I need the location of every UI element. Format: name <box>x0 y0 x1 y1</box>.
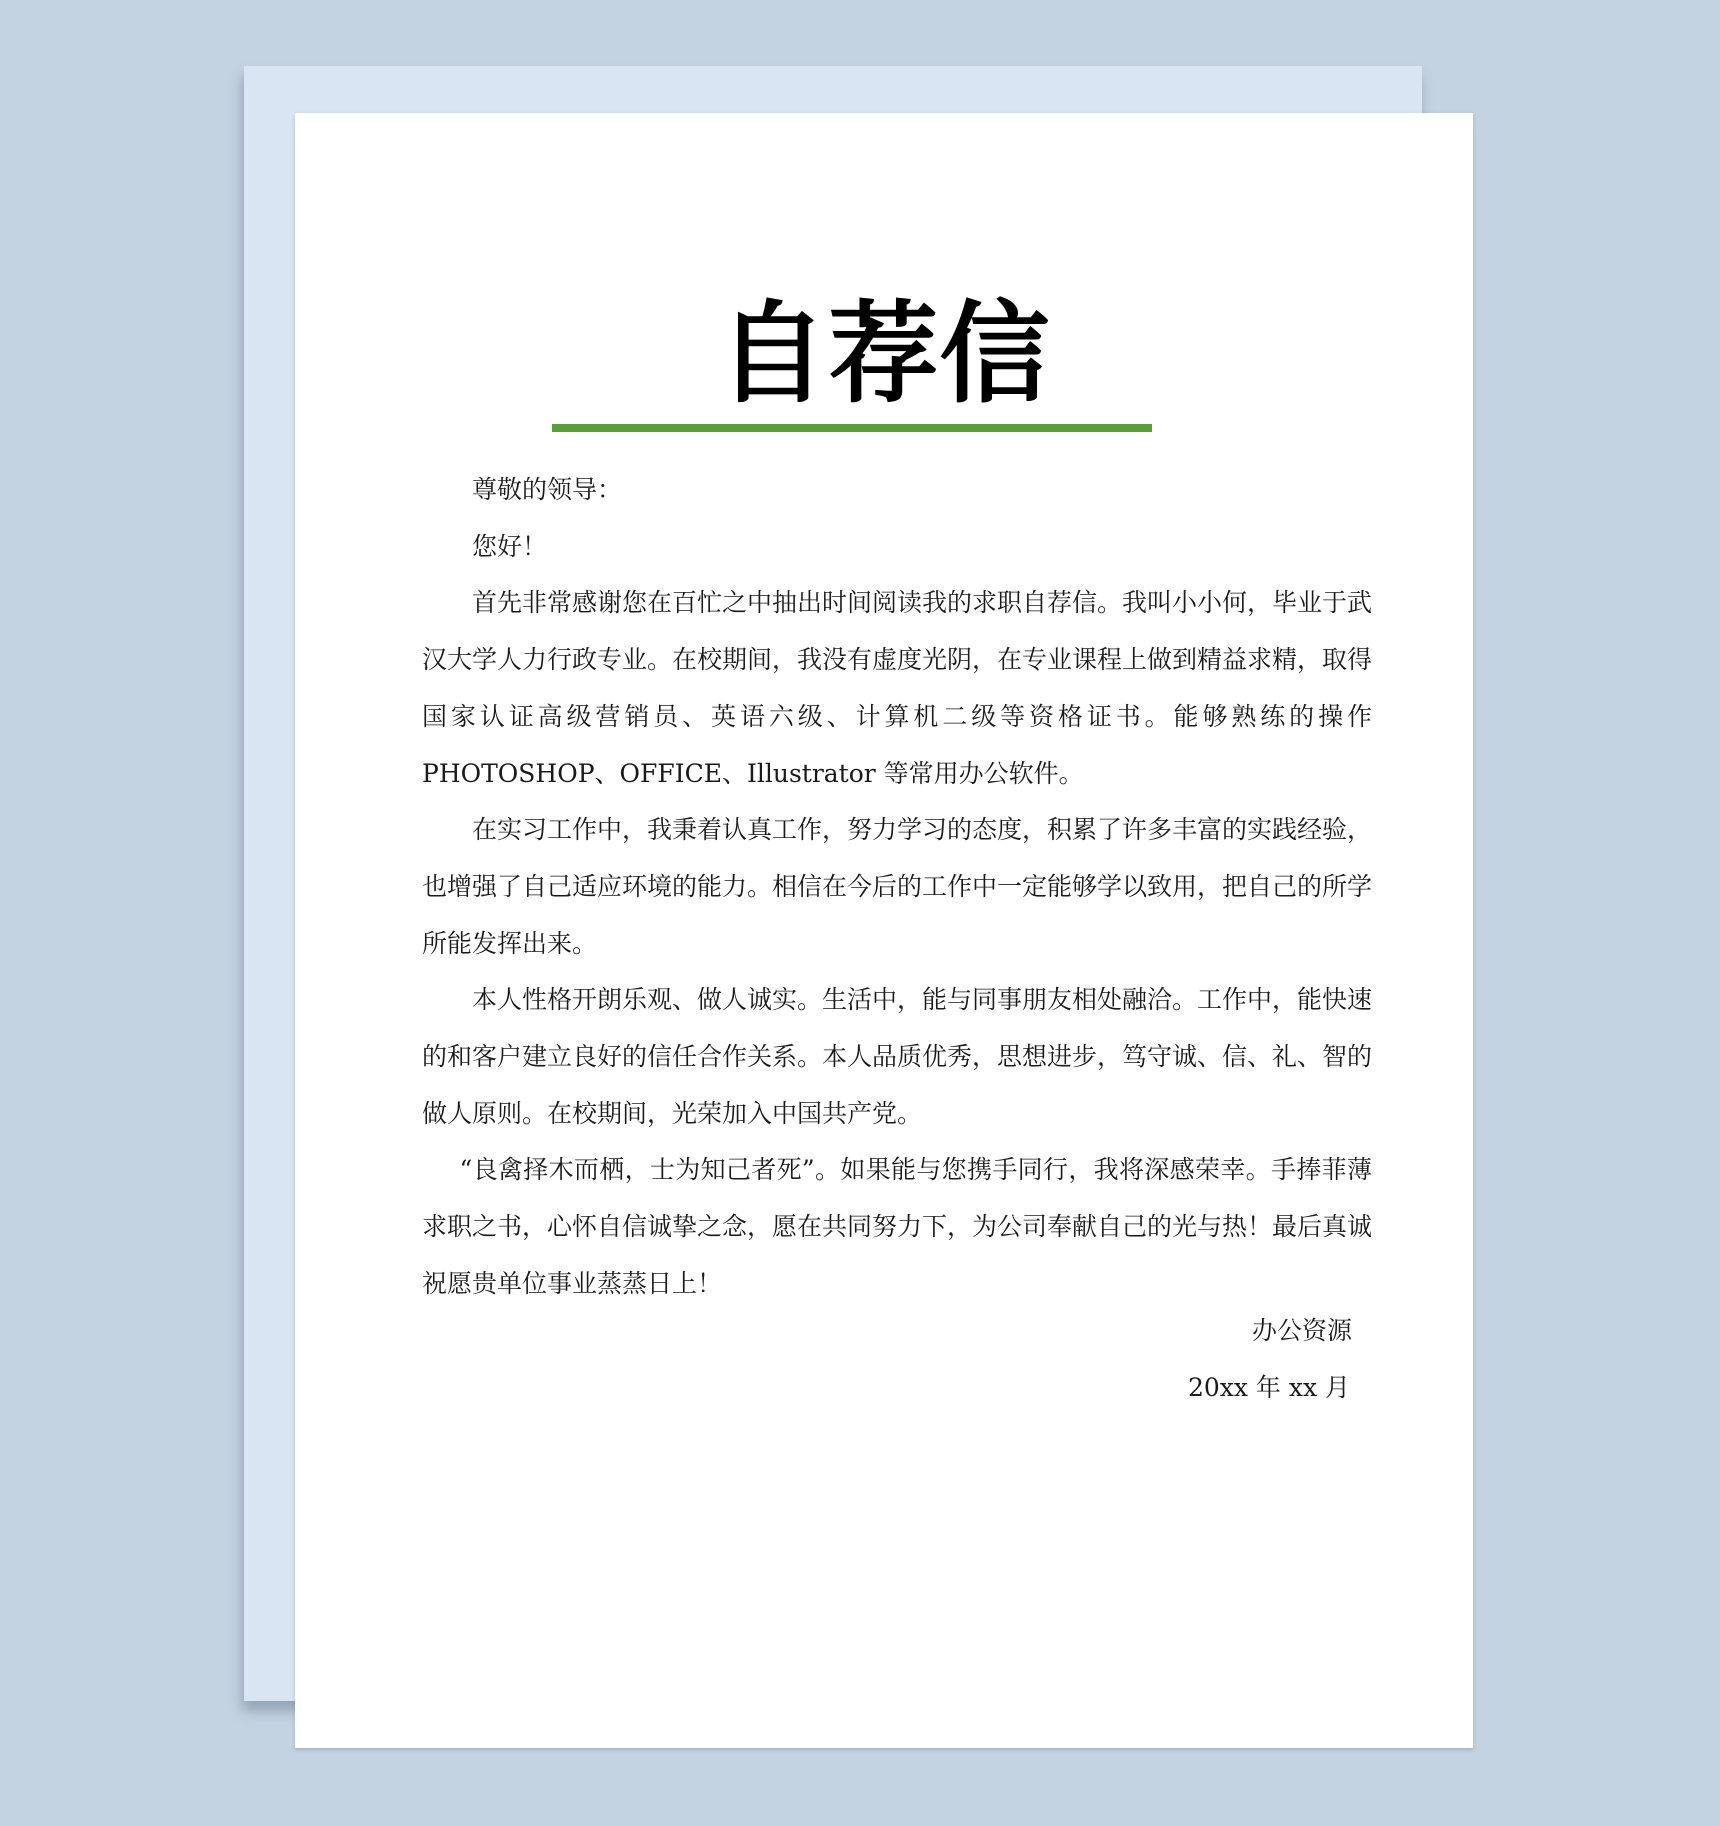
letter-body <box>422 462 1372 1313</box>
title-underline <box>552 424 1152 432</box>
greeting: 您好！ <box>472 531 548 561</box>
signature-name: 办公资源 <box>1251 1316 1352 1345</box>
salutation: 尊敬的领导： <box>472 475 623 504</box>
body-paragraph-character: 本人性格开朗乐观、做人诚实。生活中，能与同事朋友相处融洽。工作中，能快速的和客户建立良好的信任合作关系。本人品质优秀，思想进步，笃守诚、信、礼、智的做人原则。在校期间，光荣加入中国共产党。 <box>422 985 1373 1128</box>
signature-block <box>295 1303 1352 1416</box>
page-title: 自荐信 <box>717 290 1051 418</box>
body-paragraph-internship: 在实习工作中，我秉着认真工作，努力学习的态度，积累了许多丰富的实践经验，也增强了自己适应环境的能力。相信在今后的工作中一定能够学以致用，把自己的所学所能发挥出来。 <box>422 815 1373 958</box>
letter-page <box>295 113 1473 1748</box>
signature-date: 20xx 年 xx 月 <box>1187 1372 1350 1402</box>
body-paragraph-intro: 首先非常感谢您在百忙之中抽出时间阅读我的求职自荐信。我叫小小何，毕业于武汉大学人力行政专业。在校期间，我没有虚度光阴，在专业课程上做到精益求精，取得国家认证高级营销员、英语六级、计算机二级等资格证书。能够熟练的操作 PHOTOSHOP、OFFICE、Illustrator 等常用办公软件。 <box>422 588 1373 788</box>
body-paragraph-closing: “良禽择木而栖，士为知己者死”。如果能与您携手同行，我将深感荣幸。手捧菲薄求职之书，心怀自信诚挚之念，愿在共同努力下，为公司奉献自己的光与热！最后真诚祝愿贵单位事业蒸蒸日上！ <box>422 1155 1373 1298</box>
